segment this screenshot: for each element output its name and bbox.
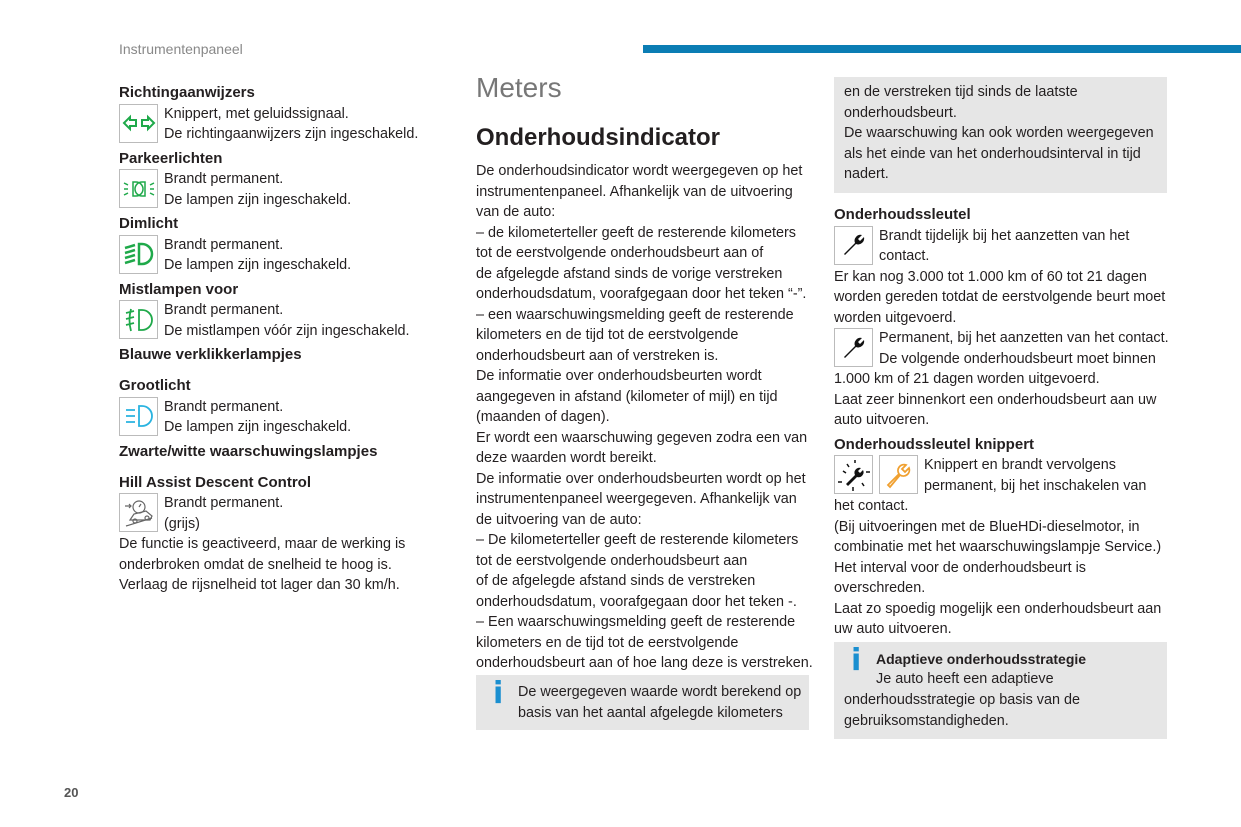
groot-text: Brandt permanent. De lampen zijn ingeschakeld. <box>164 398 352 435</box>
knippert-icon-text: Knippert en brandt vervolgens permanent, bij het inschakelen van <box>924 457 1147 494</box>
left-column <box>119 83 439 596</box>
info-text: De weergegeven waarde wordt berekend op basis van het aantal afgelegde kilometers <box>518 684 802 721</box>
sleutel-body: Er kan nog 3.000 tot 1.000 km of 60 tot 21 dagen worden gereden totdat de eerstvolgende beurt moet worden uitgevoerd. <box>834 268 1166 326</box>
right-column <box>834 205 1174 640</box>
info-box <box>476 675 809 730</box>
heading-richtingaanwijzers: Richtingaanwijzers <box>119 84 255 101</box>
sleutel-icon2-text: Permanent, bij het aanzetten van het contact. De volgende onderhoudsbeurt moet binnen <box>879 330 1169 367</box>
front-fog-icon <box>119 300 158 339</box>
knippert-body: het contact. (Bij uitvoeringen met de BlueHDi-dieselmotor, in combinatie met het waarschuwingslampje Service.) Het interval voor de onderhoudsbeurt is overschreden. Laat zo spoedig mogelijk een onderhoudsbeurt aan uw auto uitvoeren. <box>834 498 1162 637</box>
wrench-icon <box>834 226 873 265</box>
dipped-beam-icon <box>119 235 158 274</box>
mist-text: Brandt permanent. De mistlampen vóór zijn ingeschakeld. <box>164 302 410 339</box>
heading-grootlicht: Grootlicht <box>119 377 191 394</box>
wrench-permanent-icon <box>834 328 873 367</box>
section-header: Instrumentenpaneel <box>119 41 243 57</box>
hill-body: De functie is geactiveerd, maar de werking is onderbroken omdat de snelheid te hoog is. Verlaag de rijsnelheid tot lager dan 30 km/h. <box>119 536 406 593</box>
parking-lights-icon <box>119 169 158 208</box>
heading-hill-assist: Hill Assist Descent Control <box>119 473 311 491</box>
adaptive-body: onderhoudsstrategie op basis van de gebruiksomstandigheden. <box>844 692 1081 729</box>
heading-onderhoudssleutel: Onderhoudssleutel <box>834 206 971 223</box>
hill-descent-icon <box>119 493 158 532</box>
heading-sleutel-knippert: Onderhoudssleutel knippert <box>834 435 1035 453</box>
turn-signal-icon <box>119 104 158 143</box>
info-icon: i <box>851 643 862 678</box>
sleutel-icon-text: Brandt tijdelijk bij het aanzetten van het contact. <box>879 227 1130 264</box>
onderhoudsindicator-title: Onderhoudsindicator <box>476 124 721 151</box>
wrench-flashing-icon <box>834 455 873 494</box>
page-number: 20 <box>64 785 79 800</box>
heading-parkeerlichten: Parkeerlichten <box>119 149 223 167</box>
hill-text: Brandt permanent. (grijs) <box>164 495 284 532</box>
heading-mistlampen: Mistlampen voor <box>119 280 239 298</box>
wrench-orange-icon <box>879 455 918 494</box>
heading-zwart-wit: Zwarte/witte waarschuwingslampjes <box>119 442 378 460</box>
continued-text: en de verstreken tijd sinds de laatste onderhoudsbeurt. De waarschuwing kan ook worden weergegeven als het einde van het onderhoudsinterval in tijd nadert. <box>844 84 1154 182</box>
parkeer-text: Brandt permanent. De lampen zijn ingeschakeld. <box>164 171 352 208</box>
richting-text: Knippert, met geluidssignaal. De richtingaanwijzers zijn ingeschakeld. <box>164 105 419 142</box>
sleutel-body2: 1.000 km of 21 dagen worden uitgevoerd. Laat zeer binnenkort een onderhoudsbeurt aan uw auto uitvoeren. <box>834 371 1157 428</box>
adaptive-line1: Je auto heeft een adaptieve <box>876 671 1054 687</box>
adaptive-title: Adaptieve onderhoudsstrategie <box>876 651 1087 667</box>
dim-text: Brandt permanent. De lampen zijn ingeschakeld. <box>164 236 352 273</box>
adaptive-box <box>834 642 1167 739</box>
onderhoudsindicator-body: De onderhoudsindicator wordt weergegeven op het instrumentenpaneel. Afhankelijk van de uitvoering van de auto: – de kilometerteller geeft de resterende kilometers tot de eerstvolgende onderhoudsbeurt aan of de afgelegde afstand sinds de vorige verstreken onderhoudsdatum, voorafgegaan door het teken “-”. – een waarschuwingsmelding geeft de resterende kilometers en de tijd tot de eerstvolgende onderhoudsbeurt aan of verstreken is. De informatie over onderhoudsbeurten wordt aangegeven in afstand (kilometer of mijl) en tijd (maanden of dagen). Er wordt een waarschuwing gegeven zodra een van deze waarden wordt bereikt. De informatie over onderhoudsbeurten wordt op het instrumentenpaneel weergegeven. Afhankelijk van de uitvoering van de auto: – De kilometerteller geeft de resterende kilometers tot de eerstvolgende onderhoudsbeurt aan of de afgelegde afstand sinds de verstreken onderhoudsdatum, voorafgegaan door het teken -. – Een waarschuwingsmelding geeft de resterende kilometers en de tijd tot de eerstvolgende onderhoudsbeurt aan of hoe lang deze is verstreken. <box>476 163 813 671</box>
heading-dimlicht: Dimlicht <box>119 215 179 232</box>
accent-bar <box>643 45 1241 53</box>
info-icon: i <box>493 676 504 711</box>
meters-heading: Meters <box>476 72 562 103</box>
main-beam-icon <box>119 397 158 436</box>
heading-blauwe: Blauwe verklikkerlampjes <box>119 346 302 363</box>
continued-box <box>834 77 1167 193</box>
